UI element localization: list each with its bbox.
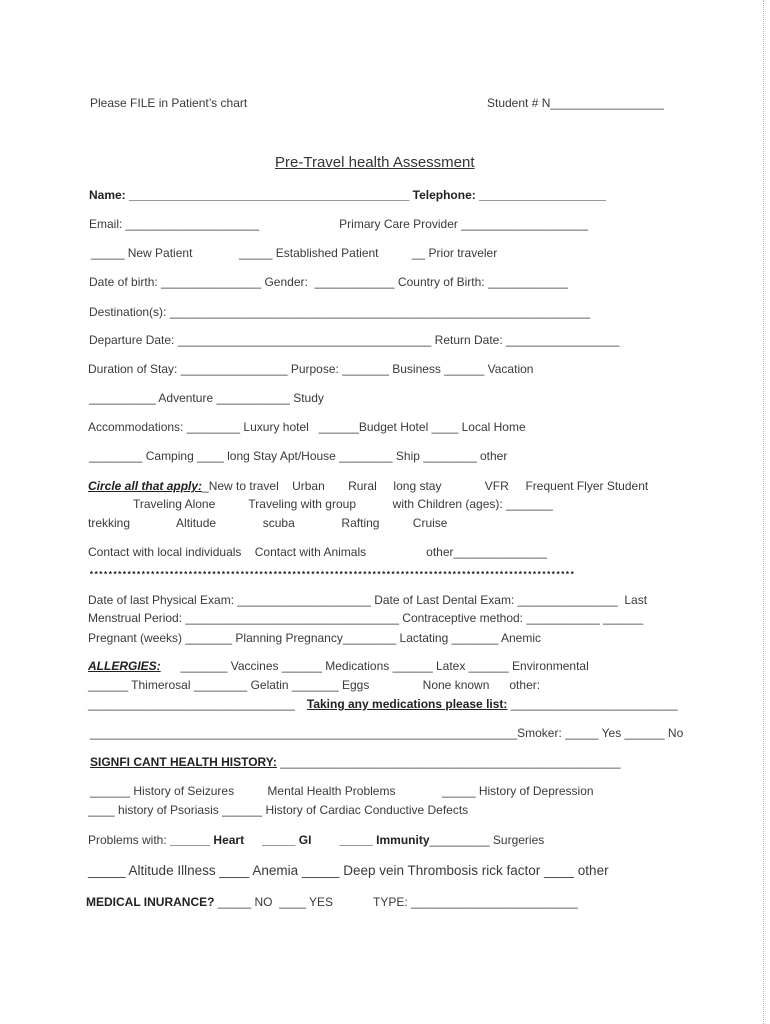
health-history-label: SIGNFI CANT HEALTH HISTORY: [90,755,277,769]
email-provider-line[interactable]: Email: ____________________ Primary Care Provider ___________________ [89,217,588,231]
problems-heart[interactable]: ______ Heart [170,833,245,847]
allergies-label: ALLERGIES: [88,659,161,673]
page-title: Pre-Travel health Assessment [275,154,475,171]
patient-type-line[interactable]: _____ New Patient _____ Established Patient __ Prior traveler [91,246,498,260]
altitude-anemia-line[interactable]: _____ Altitude Illness ____ Anemia _____ Deep vein Thrombosis rick factor ____ other [88,863,609,878]
psoriasis-cardiac-line[interactable]: ____ history of Psoriasis ______ History of Cardiac Conductive Defects [88,803,469,817]
health-history-trail[interactable]: ___________________________________________________ [276,755,621,769]
medications-blank[interactable]: _______________________________ [88,697,295,711]
circle-all-label: Circle all that apply: [88,479,203,493]
insurance-yes[interactable]: ____ YES [272,895,333,909]
health-history-line[interactable] [90,755,621,769]
thimerosal-gelatin-line[interactable]: ______ Thimerosal ________ Gelatin _______ Eggs None known other: [88,678,541,692]
insurance-no[interactable]: _____ NO [214,895,273,909]
problems-surgeries[interactable]: _________ Surgeries [429,833,545,847]
name-telephone-line[interactable]: Name: __________________________________________ Telephone: ___________________ [89,188,606,202]
insurance-type[interactable]: TYPE: _________________________ [373,895,578,909]
menstrual-contraceptive-line[interactable]: Menstrual Period: ________________________________ Contraceptive method: ___________ ______ [88,611,644,625]
medications-trail[interactable]: _________________________ [507,697,678,711]
duration-purpose-line[interactable]: Duration of Stay: ________________ Purpose: _______ Business ______ Vacation [88,362,534,376]
birth-gender-country-line[interactable]: Date of birth: _______________ Gender: ____________ Country of Birth: ____________ [89,275,569,289]
pregnancy-line[interactable]: Pregnant (weeks) _______ Planning Pregnancy________ Lactating _______ Anemic [88,631,541,645]
medications-label: Taking any medications please list: [306,697,508,711]
smoker-line[interactable]: ________________________________________________________________Smoker: _____ Yes ______ No [90,726,684,740]
camping-ship-line[interactable]: ________ Camping ____ long Stay Apt/House ________ Ship ________ other [89,449,508,463]
student-number-field[interactable]: Student # N_________________ [487,96,664,110]
medical-insurance-line[interactable] [86,895,578,909]
medications-line[interactable] [88,697,678,711]
asterisk-separator: ******************************************************************************************************* [89,571,575,580]
activities-line[interactable]: trekking Altitude scuba Rafting Cruise [88,516,448,530]
allergies-options[interactable]: _______ Vaccines ______ Medications ______ Latex ______ Environmental [160,659,589,673]
allergies-line[interactable] [88,659,589,673]
problems-label: Problems with: [88,833,171,847]
contact-line[interactable]: Contact with local individuals Contact with Animals other______________ [88,545,547,559]
adventure-study-line[interactable]: __________ Adventure ___________ Study [89,391,324,405]
circle-all-line[interactable] [88,479,648,493]
problems-with-line[interactable] [88,833,544,847]
departure-return-line[interactable]: Departure Date: ______________________________________ Return Date: _________________ [89,333,620,347]
file-note: Please FILE in Patient’s chart [90,96,248,110]
seizures-depression-line[interactable]: ______ History of Seizures Mental Health Problems _____ History of Depression [90,784,594,798]
page-edge-dotted-border [759,0,764,1024]
physical-dental-exam-line[interactable]: Date of last Physical Exam: ____________________ Date of Last Dental Exam: _______________ Last [88,593,648,607]
accommodations-line[interactable]: Accommodations: ________ Luxury hotel ______Budget Hotel ____ Local Home [88,420,526,434]
destination-line[interactable]: Destination(s): _______________________________________________________________ [89,305,591,319]
traveling-with-line[interactable]: Traveling Alone Traveling with group with Children (ages): _______ [133,497,553,511]
problems-gi[interactable]: _____ GI [262,833,312,847]
problems-immunity[interactable]: _____ Immunity [339,833,430,847]
insurance-label: MEDICAL INURANCE? [86,895,215,909]
circle-all-options[interactable]: _New to travel Urban Rural long stay VFR Frequent Flyer Student [202,479,649,493]
